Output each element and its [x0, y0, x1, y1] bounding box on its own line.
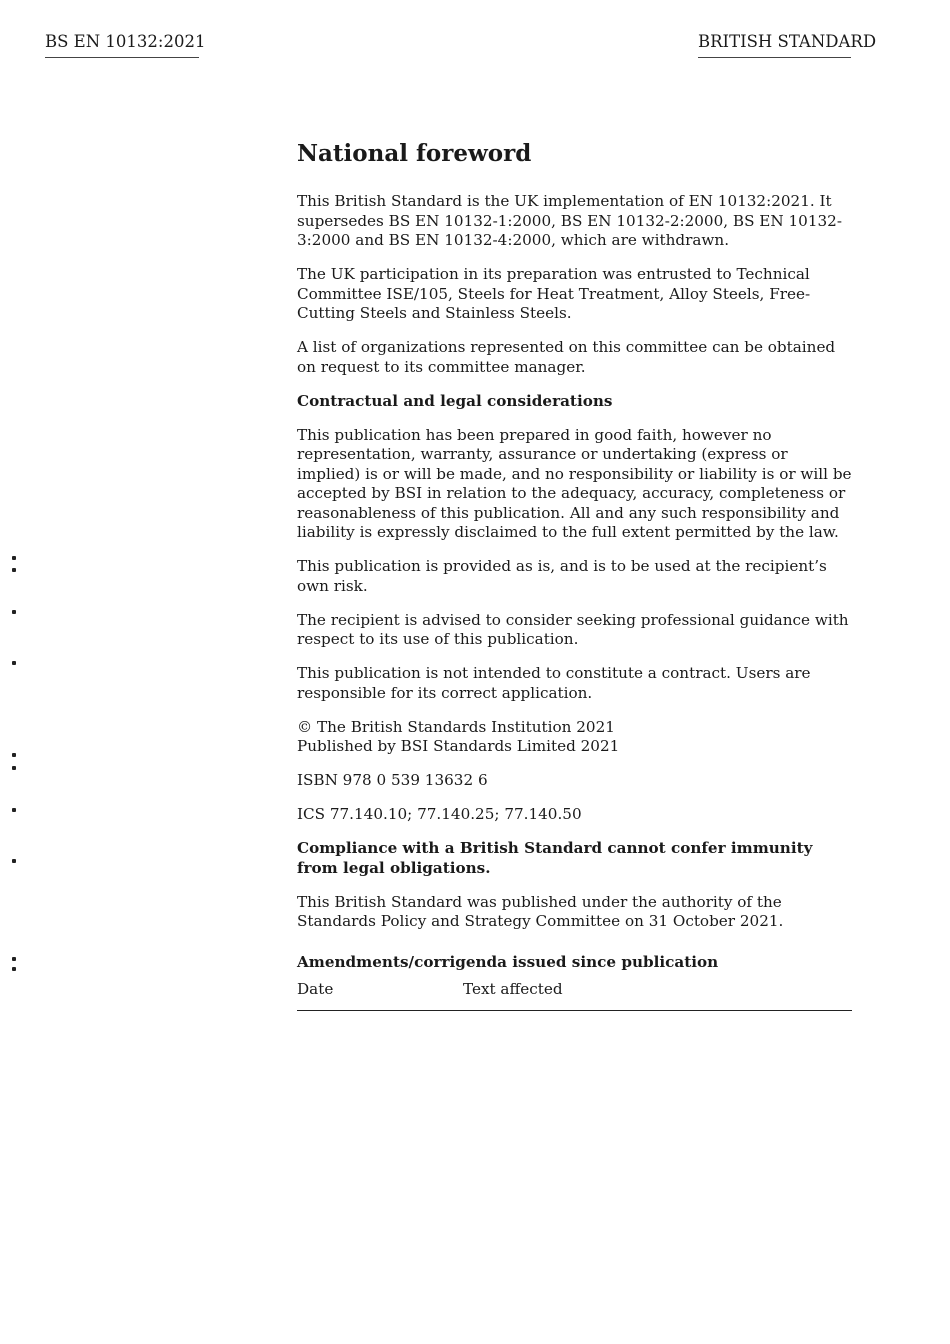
copyright-block	[297, 718, 852, 757]
amendments-table-header	[297, 980, 852, 1011]
margin-mark	[12, 568, 16, 572]
legal-heading: Contractual and legal considerations	[297, 391, 613, 410]
committee-paragraph: The UK participation in its preparation was entrusted to Technical Committee ISE/105, Steels for Heat Treatment, Alloy Steels, Free-Cutting Steels and Stainless Steels.	[297, 265, 811, 322]
margin-mark	[12, 661, 16, 665]
margin-mark	[12, 556, 16, 560]
header-category: BRITISH STANDARD	[698, 31, 851, 58]
compliance-statement: Compliance with a British Standard cannot confer immunity from legal obligations.	[297, 839, 813, 877]
margin-mark	[12, 766, 16, 770]
foreword-content	[297, 138, 852, 1011]
not-contract-paragraph: This publication is not intended to constitute a contract. Users are responsible for its correct application.	[297, 664, 811, 702]
margin-mark	[12, 967, 16, 971]
implementation-paragraph: This British Standard is the UK implementation of EN 10132:2021. It supersedes BS EN 10132-1:2000, BS EN 10132-2:2000, BS EN 10132-3:2000 and BS EN 10132-4:2000, which are withdrawn.	[297, 192, 842, 249]
isbn-line: ISBN 978 0 539 13632 6	[297, 771, 488, 789]
professional-guidance-paragraph: The recipient is advised to consider seeking professional guidance with respect to its use of this publication.	[297, 610, 849, 648]
organizations-paragraph: A list of organizations represented on this committee can be obtained on request to its committee manager.	[297, 338, 836, 376]
margin-mark	[12, 957, 16, 961]
margin-mark	[12, 610, 16, 614]
good-faith-paragraph: This publication has been prepared in good faith, however no representation, warranty, assurance or undertaking (express or implied) is or will be made, and no responsibility or liability is or will be accepted by BSI in relation to the adequacy, accuracy, completeness or reasonableness of this publication. All and any such responsibility and liability is expressly disclaimed to the full extent permitted by the law.	[297, 425, 852, 541]
ics-line: ICS 77.140.10; 77.140.25; 77.140.50	[297, 805, 582, 823]
copyright-line: © The British Standards Institution 2021	[297, 717, 615, 736]
page-title: National foreword	[297, 140, 532, 167]
amendments-col-date: Date	[297, 980, 334, 998]
amendments-col-text: Text affected	[463, 980, 563, 998]
margin-mark	[12, 859, 16, 863]
margin-mark	[12, 753, 16, 757]
publisher-line: Published by BSI Standards Limited 2021	[297, 737, 620, 755]
margin-change-marks	[10, 0, 20, 1344]
header-document-id: BS EN 10132:2021	[45, 31, 199, 58]
amendments-heading: Amendments/corrigenda issued since publication	[297, 952, 719, 971]
margin-mark	[12, 808, 16, 812]
authority-paragraph: This British Standard was published under the authority of the Standards Policy and Strategy Committee on 31 October 2021.	[297, 892, 784, 930]
as-is-paragraph: This publication is provided as is, and is to be used at the recipient’s own risk.	[297, 557, 827, 595]
